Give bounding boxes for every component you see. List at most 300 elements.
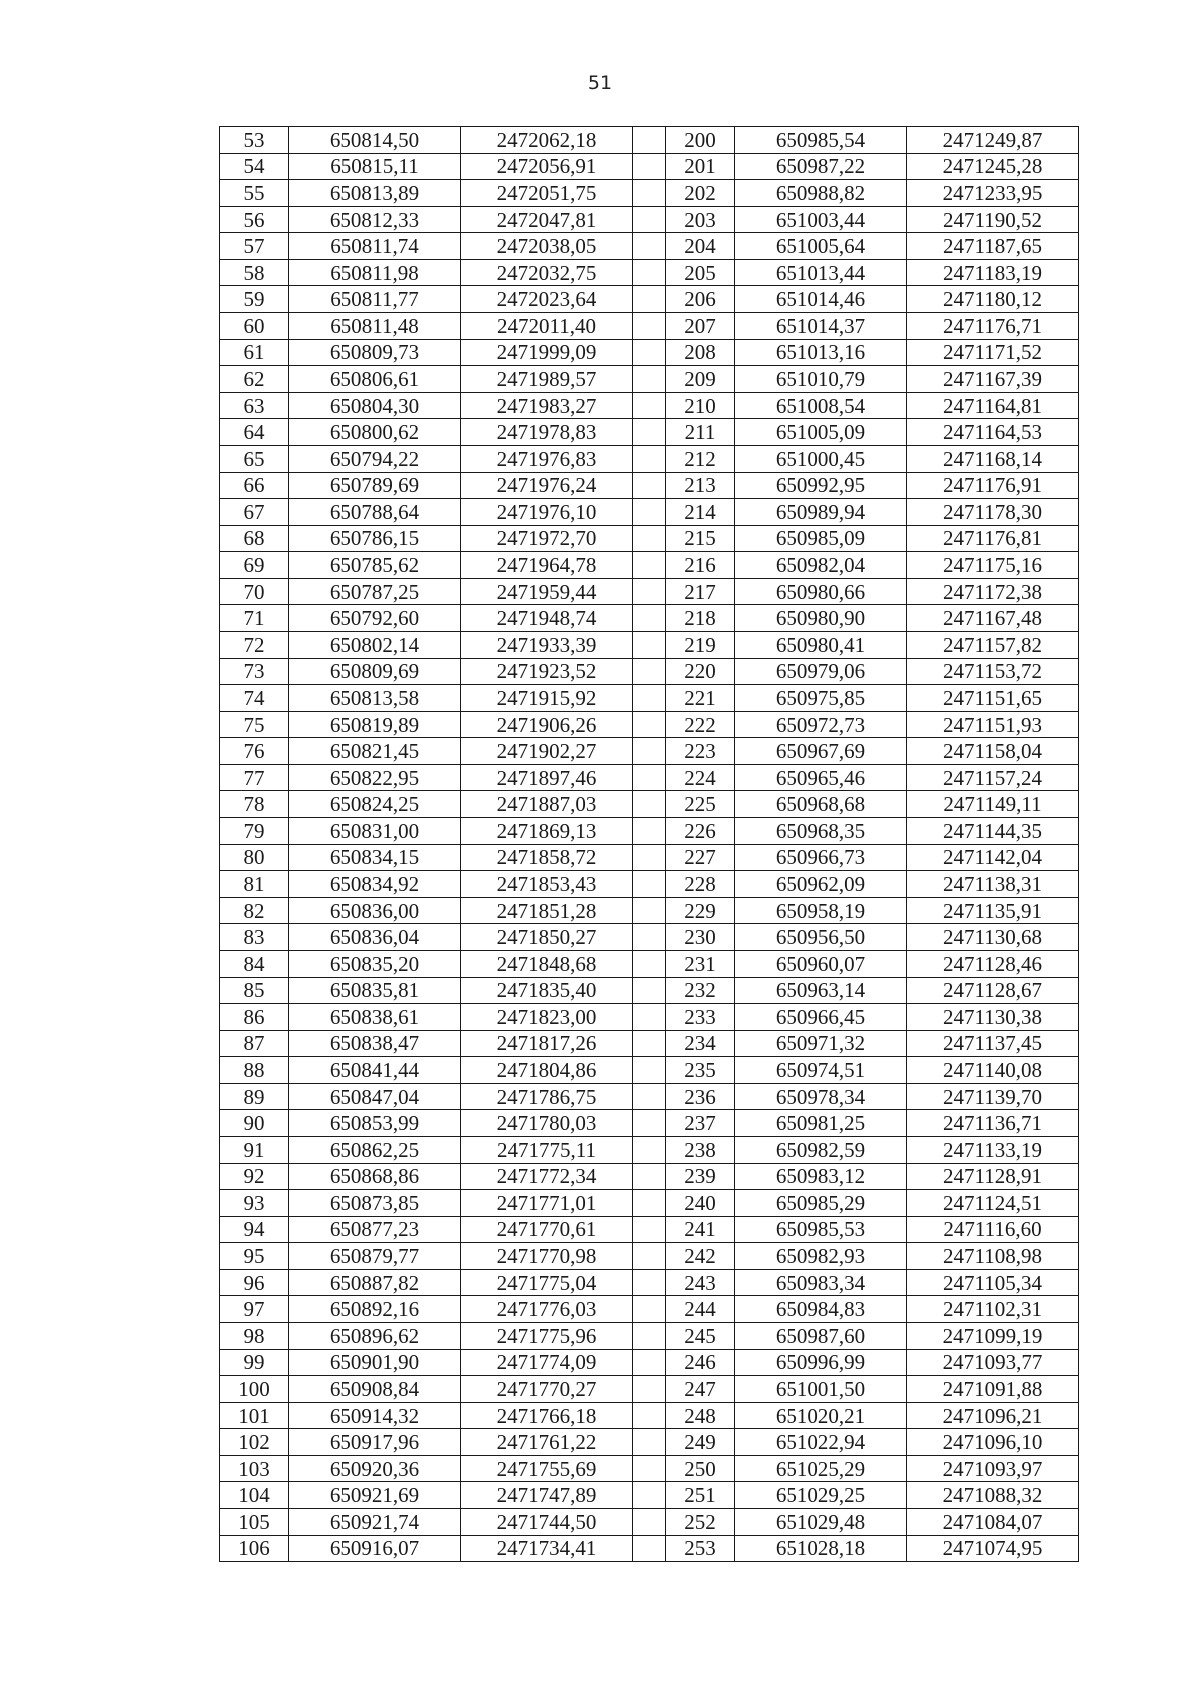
right-y-coordinate-cell: 2471138,31 [907, 871, 1079, 898]
left-point-number-cell: 78 [220, 791, 289, 818]
left-y-coordinate-cell: 2471902,27 [461, 738, 633, 765]
left-y-coordinate-cell: 2471775,96 [461, 1323, 633, 1350]
left-y-coordinate-cell: 2471887,03 [461, 791, 633, 818]
gap-cell [633, 1136, 666, 1163]
left-point-number-cell: 69 [220, 552, 289, 579]
right-point-number-cell: 222 [666, 711, 735, 738]
table-row [220, 153, 1079, 180]
right-x-coordinate-cell: 651028,18 [735, 1535, 907, 1562]
left-y-coordinate-cell: 2472038,05 [461, 233, 633, 260]
left-point-number-cell: 84 [220, 950, 289, 977]
table-row [220, 525, 1079, 552]
right-y-coordinate-cell: 2471099,19 [907, 1323, 1079, 1350]
left-y-coordinate-cell: 2471835,40 [461, 977, 633, 1004]
table-row [220, 472, 1079, 499]
right-x-coordinate-cell: 650968,35 [735, 818, 907, 845]
table-row [220, 578, 1079, 605]
right-x-coordinate-cell: 650971,32 [735, 1030, 907, 1057]
right-point-number-cell: 231 [666, 950, 735, 977]
right-point-number-cell: 210 [666, 392, 735, 419]
left-point-number-cell: 105 [220, 1509, 289, 1536]
right-y-coordinate-cell: 2471142,04 [907, 844, 1079, 871]
right-point-number-cell: 233 [666, 1004, 735, 1031]
gap-cell [633, 1402, 666, 1429]
right-x-coordinate-cell: 650996,99 [735, 1349, 907, 1376]
left-y-coordinate-cell: 2471964,78 [461, 552, 633, 579]
right-x-coordinate-cell: 650982,93 [735, 1243, 907, 1270]
right-y-coordinate-cell: 2471183,19 [907, 259, 1079, 286]
left-y-coordinate-cell: 2471976,10 [461, 499, 633, 526]
left-x-coordinate-cell: 650834,92 [289, 871, 461, 898]
right-point-number-cell: 236 [666, 1083, 735, 1110]
gap-cell [633, 871, 666, 898]
right-point-number-cell: 216 [666, 552, 735, 579]
gap-cell [633, 180, 666, 207]
gap-cell [633, 206, 666, 233]
left-y-coordinate-cell: 2471915,92 [461, 685, 633, 712]
left-x-coordinate-cell: 650786,15 [289, 525, 461, 552]
right-point-number-cell: 225 [666, 791, 735, 818]
right-point-number-cell: 252 [666, 1509, 735, 1536]
gap-cell [633, 339, 666, 366]
gap-cell [633, 153, 666, 180]
gap-cell [633, 977, 666, 1004]
gap-cell [633, 1190, 666, 1217]
right-point-number-cell: 243 [666, 1269, 735, 1296]
left-point-number-cell: 55 [220, 180, 289, 207]
right-point-number-cell: 234 [666, 1030, 735, 1057]
right-y-coordinate-cell: 2471074,95 [907, 1535, 1079, 1562]
left-point-number-cell: 104 [220, 1482, 289, 1509]
right-point-number-cell: 209 [666, 366, 735, 393]
right-point-number-cell: 214 [666, 499, 735, 526]
left-point-number-cell: 90 [220, 1110, 289, 1137]
left-y-coordinate-cell: 2471976,83 [461, 445, 633, 472]
gap-cell [633, 605, 666, 632]
right-point-number-cell: 213 [666, 472, 735, 499]
left-point-number-cell: 85 [220, 977, 289, 1004]
right-y-coordinate-cell: 2471140,08 [907, 1057, 1079, 1084]
right-y-coordinate-cell: 2471176,71 [907, 313, 1079, 340]
left-x-coordinate-cell: 650877,23 [289, 1216, 461, 1243]
right-point-number-cell: 219 [666, 631, 735, 658]
gap-cell [633, 419, 666, 446]
gap-cell [633, 711, 666, 738]
left-y-coordinate-cell: 2472032,75 [461, 259, 633, 286]
right-x-coordinate-cell: 650963,14 [735, 977, 907, 1004]
right-x-coordinate-cell: 650980,66 [735, 578, 907, 605]
left-x-coordinate-cell: 650834,15 [289, 844, 461, 871]
left-y-coordinate-cell: 2471853,43 [461, 871, 633, 898]
right-y-coordinate-cell: 2471091,88 [907, 1376, 1079, 1403]
left-x-coordinate-cell: 650853,99 [289, 1110, 461, 1137]
gap-cell [633, 1030, 666, 1057]
right-point-number-cell: 239 [666, 1163, 735, 1190]
left-point-number-cell: 64 [220, 419, 289, 446]
right-y-coordinate-cell: 2471153,72 [907, 658, 1079, 685]
left-x-coordinate-cell: 650815,11 [289, 153, 461, 180]
right-point-number-cell: 230 [666, 924, 735, 951]
left-point-number-cell: 73 [220, 658, 289, 685]
left-y-coordinate-cell: 2471775,04 [461, 1269, 633, 1296]
table-row [220, 1083, 1079, 1110]
right-y-coordinate-cell: 2471172,38 [907, 578, 1079, 605]
table-row [220, 1535, 1079, 1562]
table-row [220, 844, 1079, 871]
left-x-coordinate-cell: 650917,96 [289, 1429, 461, 1456]
left-point-number-cell: 63 [220, 392, 289, 419]
table-row [220, 499, 1079, 526]
right-point-number-cell: 227 [666, 844, 735, 871]
table-row [220, 552, 1079, 579]
right-point-number-cell: 205 [666, 259, 735, 286]
left-y-coordinate-cell: 2471933,39 [461, 631, 633, 658]
left-y-coordinate-cell: 2471923,52 [461, 658, 633, 685]
right-x-coordinate-cell: 650985,53 [735, 1216, 907, 1243]
right-x-coordinate-cell: 651005,09 [735, 419, 907, 446]
left-x-coordinate-cell: 650920,36 [289, 1455, 461, 1482]
right-point-number-cell: 251 [666, 1482, 735, 1509]
gap-cell [633, 1163, 666, 1190]
left-y-coordinate-cell: 2472011,40 [461, 313, 633, 340]
left-x-coordinate-cell: 650814,50 [289, 127, 461, 154]
right-y-coordinate-cell: 2471158,04 [907, 738, 1079, 765]
right-x-coordinate-cell: 650988,82 [735, 180, 907, 207]
left-x-coordinate-cell: 650836,04 [289, 924, 461, 951]
right-x-coordinate-cell: 651014,46 [735, 286, 907, 313]
right-y-coordinate-cell: 2471105,34 [907, 1269, 1079, 1296]
right-point-number-cell: 223 [666, 738, 735, 765]
gap-cell [633, 259, 666, 286]
left-x-coordinate-cell: 650896,62 [289, 1323, 461, 1350]
gap-cell [633, 844, 666, 871]
right-y-coordinate-cell: 2471157,24 [907, 764, 1079, 791]
left-y-coordinate-cell: 2471850,27 [461, 924, 633, 951]
left-x-coordinate-cell: 650819,89 [289, 711, 461, 738]
right-y-coordinate-cell: 2471176,91 [907, 472, 1079, 499]
gap-cell [633, 764, 666, 791]
left-point-number-cell: 75 [220, 711, 289, 738]
right-x-coordinate-cell: 650962,09 [735, 871, 907, 898]
table-row [220, 339, 1079, 366]
left-y-coordinate-cell: 2471851,28 [461, 897, 633, 924]
left-y-coordinate-cell: 2471770,98 [461, 1243, 633, 1270]
table-row [220, 1243, 1079, 1270]
left-point-number-cell: 58 [220, 259, 289, 286]
left-y-coordinate-cell: 2471786,75 [461, 1083, 633, 1110]
left-x-coordinate-cell: 650873,85 [289, 1190, 461, 1217]
left-y-coordinate-cell: 2471734,41 [461, 1535, 633, 1562]
right-x-coordinate-cell: 651013,44 [735, 259, 907, 286]
left-point-number-cell: 72 [220, 631, 289, 658]
left-point-number-cell: 70 [220, 578, 289, 605]
right-y-coordinate-cell: 2471133,19 [907, 1136, 1079, 1163]
left-point-number-cell: 98 [220, 1323, 289, 1350]
left-x-coordinate-cell: 650824,25 [289, 791, 461, 818]
right-point-number-cell: 224 [666, 764, 735, 791]
right-y-coordinate-cell: 2471167,48 [907, 605, 1079, 632]
table-row [220, 977, 1079, 1004]
left-y-coordinate-cell: 2471771,01 [461, 1190, 633, 1217]
right-x-coordinate-cell: 650972,73 [735, 711, 907, 738]
left-y-coordinate-cell: 2471776,03 [461, 1296, 633, 1323]
gap-cell [633, 1482, 666, 1509]
left-point-number-cell: 61 [220, 339, 289, 366]
left-y-coordinate-cell: 2471959,44 [461, 578, 633, 605]
right-x-coordinate-cell: 650987,60 [735, 1323, 907, 1350]
left-y-coordinate-cell: 2471774,09 [461, 1349, 633, 1376]
table-row [220, 605, 1079, 632]
left-x-coordinate-cell: 650862,25 [289, 1136, 461, 1163]
left-y-coordinate-cell: 2471999,09 [461, 339, 633, 366]
left-x-coordinate-cell: 650821,45 [289, 738, 461, 765]
right-y-coordinate-cell: 2471128,46 [907, 950, 1079, 977]
left-point-number-cell: 62 [220, 366, 289, 393]
left-y-coordinate-cell: 2471770,27 [461, 1376, 633, 1403]
left-point-number-cell: 71 [220, 605, 289, 632]
right-x-coordinate-cell: 650979,06 [735, 658, 907, 685]
left-y-coordinate-cell: 2471978,83 [461, 419, 633, 446]
left-x-coordinate-cell: 650901,90 [289, 1349, 461, 1376]
right-x-coordinate-cell: 650992,95 [735, 472, 907, 499]
gap-cell [633, 1349, 666, 1376]
right-x-coordinate-cell: 650956,50 [735, 924, 907, 951]
left-x-coordinate-cell: 650811,74 [289, 233, 461, 260]
table-row [220, 658, 1079, 685]
gap-cell [633, 1269, 666, 1296]
left-point-number-cell: 100 [220, 1376, 289, 1403]
left-y-coordinate-cell: 2471972,70 [461, 525, 633, 552]
table-row [220, 445, 1079, 472]
right-y-coordinate-cell: 2471180,12 [907, 286, 1079, 313]
right-y-coordinate-cell: 2471168,14 [907, 445, 1079, 472]
gap-cell [633, 552, 666, 579]
table-row [220, 950, 1079, 977]
gap-cell [633, 233, 666, 260]
left-y-coordinate-cell: 2471897,46 [461, 764, 633, 791]
left-point-number-cell: 81 [220, 871, 289, 898]
right-x-coordinate-cell: 650980,90 [735, 605, 907, 632]
right-point-number-cell: 240 [666, 1190, 735, 1217]
left-y-coordinate-cell: 2472062,18 [461, 127, 633, 154]
right-point-number-cell: 248 [666, 1402, 735, 1429]
right-x-coordinate-cell: 650978,34 [735, 1083, 907, 1110]
gap-cell [633, 897, 666, 924]
left-x-coordinate-cell: 650804,30 [289, 392, 461, 419]
right-point-number-cell: 206 [666, 286, 735, 313]
right-point-number-cell: 245 [666, 1323, 735, 1350]
table-row [220, 1482, 1079, 1509]
left-x-coordinate-cell: 650835,81 [289, 977, 461, 1004]
table-row [220, 791, 1079, 818]
gap-cell [633, 924, 666, 951]
left-point-number-cell: 74 [220, 685, 289, 712]
right-y-coordinate-cell: 2471164,81 [907, 392, 1079, 419]
left-point-number-cell: 68 [220, 525, 289, 552]
left-point-number-cell: 79 [220, 818, 289, 845]
right-point-number-cell: 235 [666, 1057, 735, 1084]
gap-cell [633, 1057, 666, 1084]
right-x-coordinate-cell: 651010,79 [735, 366, 907, 393]
right-point-number-cell: 238 [666, 1136, 735, 1163]
left-x-coordinate-cell: 650822,95 [289, 764, 461, 791]
table-row [220, 1402, 1079, 1429]
right-x-coordinate-cell: 650980,41 [735, 631, 907, 658]
gap-cell [633, 1509, 666, 1536]
left-point-number-cell: 80 [220, 844, 289, 871]
left-y-coordinate-cell: 2471747,89 [461, 1482, 633, 1509]
right-x-coordinate-cell: 650985,09 [735, 525, 907, 552]
left-point-number-cell: 102 [220, 1429, 289, 1456]
right-point-number-cell: 247 [666, 1376, 735, 1403]
left-point-number-cell: 106 [220, 1535, 289, 1562]
left-y-coordinate-cell: 2472023,64 [461, 286, 633, 313]
left-x-coordinate-cell: 650811,77 [289, 286, 461, 313]
left-x-coordinate-cell: 650831,00 [289, 818, 461, 845]
right-y-coordinate-cell: 2471137,45 [907, 1030, 1079, 1057]
left-point-number-cell: 57 [220, 233, 289, 260]
gap-cell [633, 525, 666, 552]
right-y-coordinate-cell: 2471102,31 [907, 1296, 1079, 1323]
right-point-number-cell: 201 [666, 153, 735, 180]
left-x-coordinate-cell: 650812,33 [289, 206, 461, 233]
table-row [220, 366, 1079, 393]
right-point-number-cell: 249 [666, 1429, 735, 1456]
gap-cell [633, 499, 666, 526]
left-x-coordinate-cell: 650794,22 [289, 445, 461, 472]
table-row [220, 1376, 1079, 1403]
gap-cell [633, 578, 666, 605]
right-point-number-cell: 202 [666, 180, 735, 207]
left-y-coordinate-cell: 2471766,18 [461, 1402, 633, 1429]
right-y-coordinate-cell: 2471151,65 [907, 685, 1079, 712]
left-x-coordinate-cell: 650809,69 [289, 658, 461, 685]
gap-cell [633, 1376, 666, 1403]
table-row [220, 897, 1079, 924]
right-x-coordinate-cell: 650989,94 [735, 499, 907, 526]
left-y-coordinate-cell: 2472051,75 [461, 180, 633, 207]
right-point-number-cell: 229 [666, 897, 735, 924]
table-row [220, 419, 1079, 446]
left-x-coordinate-cell: 650908,84 [289, 1376, 461, 1403]
left-y-coordinate-cell: 2471772,34 [461, 1163, 633, 1190]
left-x-coordinate-cell: 650785,62 [289, 552, 461, 579]
right-x-coordinate-cell: 650981,25 [735, 1110, 907, 1137]
gap-cell [633, 313, 666, 340]
right-y-coordinate-cell: 2471157,82 [907, 631, 1079, 658]
table-row [220, 871, 1079, 898]
left-x-coordinate-cell: 650921,74 [289, 1509, 461, 1536]
table-row [220, 1136, 1079, 1163]
right-y-coordinate-cell: 2471128,91 [907, 1163, 1079, 1190]
right-y-coordinate-cell: 2471149,11 [907, 791, 1079, 818]
left-point-number-cell: 65 [220, 445, 289, 472]
right-point-number-cell: 203 [666, 206, 735, 233]
gap-cell [633, 685, 666, 712]
right-x-coordinate-cell: 650983,12 [735, 1163, 907, 1190]
left-point-number-cell: 99 [220, 1349, 289, 1376]
table-row [220, 738, 1079, 765]
right-point-number-cell: 250 [666, 1455, 735, 1482]
left-x-coordinate-cell: 650835,20 [289, 950, 461, 977]
right-point-number-cell: 228 [666, 871, 735, 898]
left-x-coordinate-cell: 650813,58 [289, 685, 461, 712]
right-y-coordinate-cell: 2471151,93 [907, 711, 1079, 738]
gap-cell [633, 1110, 666, 1137]
table-row [220, 1269, 1079, 1296]
left-point-number-cell: 88 [220, 1057, 289, 1084]
table-row [220, 259, 1079, 286]
right-y-coordinate-cell: 2471176,81 [907, 525, 1079, 552]
right-y-coordinate-cell: 2471093,97 [907, 1455, 1079, 1482]
gap-cell [633, 1323, 666, 1350]
gap-cell [633, 1535, 666, 1562]
gap-cell [633, 472, 666, 499]
left-point-number-cell: 76 [220, 738, 289, 765]
left-x-coordinate-cell: 650789,69 [289, 472, 461, 499]
gap-cell [633, 1004, 666, 1031]
table-row [220, 1216, 1079, 1243]
right-x-coordinate-cell: 651001,50 [735, 1376, 907, 1403]
left-y-coordinate-cell: 2472056,91 [461, 153, 633, 180]
right-x-coordinate-cell: 650984,83 [735, 1296, 907, 1323]
left-y-coordinate-cell: 2471780,03 [461, 1110, 633, 1137]
right-x-coordinate-cell: 651013,16 [735, 339, 907, 366]
right-y-coordinate-cell: 2471245,28 [907, 153, 1079, 180]
left-point-number-cell: 86 [220, 1004, 289, 1031]
right-point-number-cell: 200 [666, 127, 735, 154]
right-point-number-cell: 212 [666, 445, 735, 472]
right-point-number-cell: 221 [666, 685, 735, 712]
right-x-coordinate-cell: 650974,51 [735, 1057, 907, 1084]
table-row [220, 818, 1079, 845]
left-y-coordinate-cell: 2471744,50 [461, 1509, 633, 1536]
right-y-coordinate-cell: 2471136,71 [907, 1110, 1079, 1137]
gap-cell [633, 791, 666, 818]
right-point-number-cell: 242 [666, 1243, 735, 1270]
left-x-coordinate-cell: 650800,62 [289, 419, 461, 446]
table-row [220, 127, 1079, 154]
right-x-coordinate-cell: 650967,69 [735, 738, 907, 765]
table-row [220, 685, 1079, 712]
left-y-coordinate-cell: 2471869,13 [461, 818, 633, 845]
right-point-number-cell: 218 [666, 605, 735, 632]
gap-cell [633, 127, 666, 154]
right-y-coordinate-cell: 2471108,98 [907, 1243, 1079, 1270]
left-x-coordinate-cell: 650887,82 [289, 1269, 461, 1296]
right-x-coordinate-cell: 651029,25 [735, 1482, 907, 1509]
table-row [220, 1004, 1079, 1031]
right-y-coordinate-cell: 2471130,68 [907, 924, 1079, 951]
right-point-number-cell: 220 [666, 658, 735, 685]
left-x-coordinate-cell: 650892,16 [289, 1296, 461, 1323]
right-y-coordinate-cell: 2471128,67 [907, 977, 1079, 1004]
right-point-number-cell: 241 [666, 1216, 735, 1243]
left-y-coordinate-cell: 2471948,74 [461, 605, 633, 632]
left-x-coordinate-cell: 650802,14 [289, 631, 461, 658]
left-point-number-cell: 91 [220, 1136, 289, 1163]
right-point-number-cell: 217 [666, 578, 735, 605]
left-y-coordinate-cell: 2471817,26 [461, 1030, 633, 1057]
table-row [220, 1030, 1079, 1057]
right-x-coordinate-cell: 651005,64 [735, 233, 907, 260]
left-point-number-cell: 103 [220, 1455, 289, 1482]
left-y-coordinate-cell: 2471906,26 [461, 711, 633, 738]
right-y-coordinate-cell: 2471178,30 [907, 499, 1079, 526]
gap-cell [633, 1216, 666, 1243]
left-point-number-cell: 96 [220, 1269, 289, 1296]
left-point-number-cell: 66 [220, 472, 289, 499]
